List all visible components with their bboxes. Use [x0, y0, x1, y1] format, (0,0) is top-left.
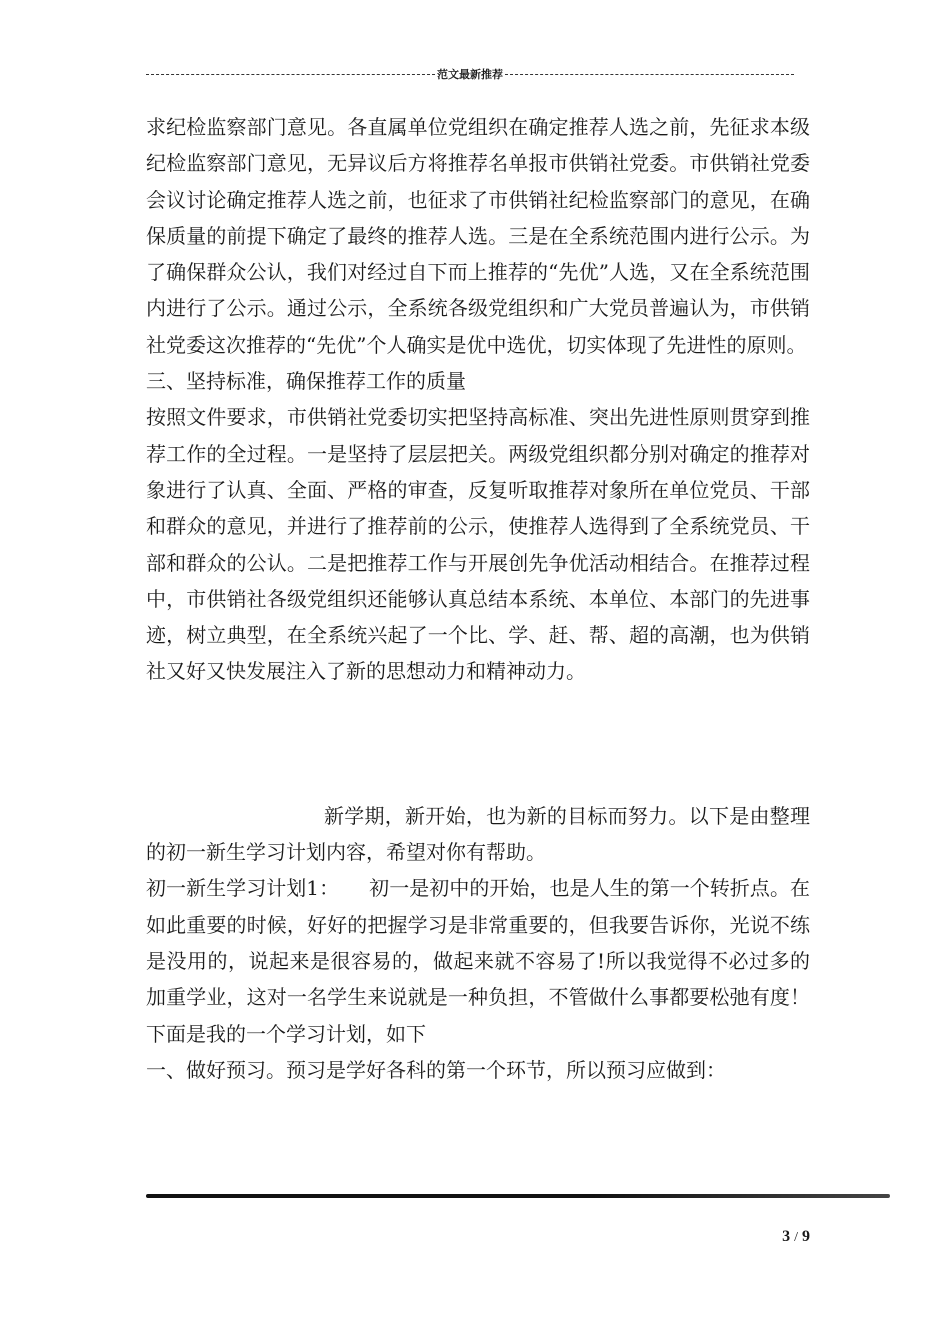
paragraph: 求纪检监察部门意见。各直属单位党组织在确定推荐人选之前，先征求本级纪检监察部门意见，无异议后方将推荐名单报市供销社党委。市供销社党委会议讨论确定推荐人选之前，也征求了市供销社纪检监察部门的意见，在确保质量的前提下确定了最终的推荐人选。三是在全系统范围内进行公示。为了确保群众公认，我们对经过自下而上推荐的“先优”人选，又在全系统范围内进行了公示。通过公示，全系统各级党组织和广大党员普遍认为，市供销社党委这次推荐的“先优”个人确实是优中选优，切实体现了先进性的原则。 — [146, 115, 810, 357]
document-body — [146, 109, 810, 1088]
page-separator: / — [794, 1230, 798, 1245]
footer-rule — [146, 1194, 890, 1198]
page-number — [760, 1228, 810, 1246]
header-right-dashes — [505, 74, 794, 75]
paragraph: 按照文件要求，市供销社党委切实把坚持高标准、突出先进性原则贯穿到推荐工作的全过程。一是坚持了层层把关。两级党组织都分别对确定的推荐对象进行了认真、全面、严格的审查，反复听取推荐对象所在单位党员、干部和群众的意见，并进行了推荐前的公示，使推荐人选得到了全系统党员、干部和群众的公认。二是把推荐工作与开展创先争优活动相结合。在推荐过程中，市供销社各级党组织还能够认真总结本系统、本单位、本部门的先进事迹，树立典型，在全系统兴起了一个比、学、赶、帮、超的高潮，也为供销社又好又快发展注入了新的思想动力和精神动力。 — [146, 405, 810, 684]
page-current: 3 — [782, 1228, 791, 1245]
intro-paragraph: 新学期，新开始，也为新的目标而努力。以下是由整理的初一新生学习计划内容，希望对你有帮助。 — [146, 803, 810, 865]
page-header — [146, 66, 794, 82]
page-total: 9 — [802, 1228, 810, 1245]
section-heading: 三、坚持标准，确保推荐工作的质量 — [146, 369, 466, 394]
paragraph: 一、做好预习。预习是学好各科的第一个环节，所以预习应做到： — [146, 1057, 726, 1082]
header-left-dashes — [146, 74, 435, 75]
section-gap — [146, 690, 810, 798]
paragraph: 初一新生学习计划1： 初一是初中的开始，也是人生的第一个转折点。在如此重要的时候，好好的把握学习是非常重要的，但我要告诉你，光说不练是没用的，说起来是很容易的，做起来就不容易了!所以我觉得不必过多的加重学业，这对一名学生来说就是一种负担，不管做什么事都要松弛有度！下面是我的一个学习计划，如下 — [146, 876, 810, 1046]
header-title: 范文最新推荐 — [437, 68, 503, 81]
